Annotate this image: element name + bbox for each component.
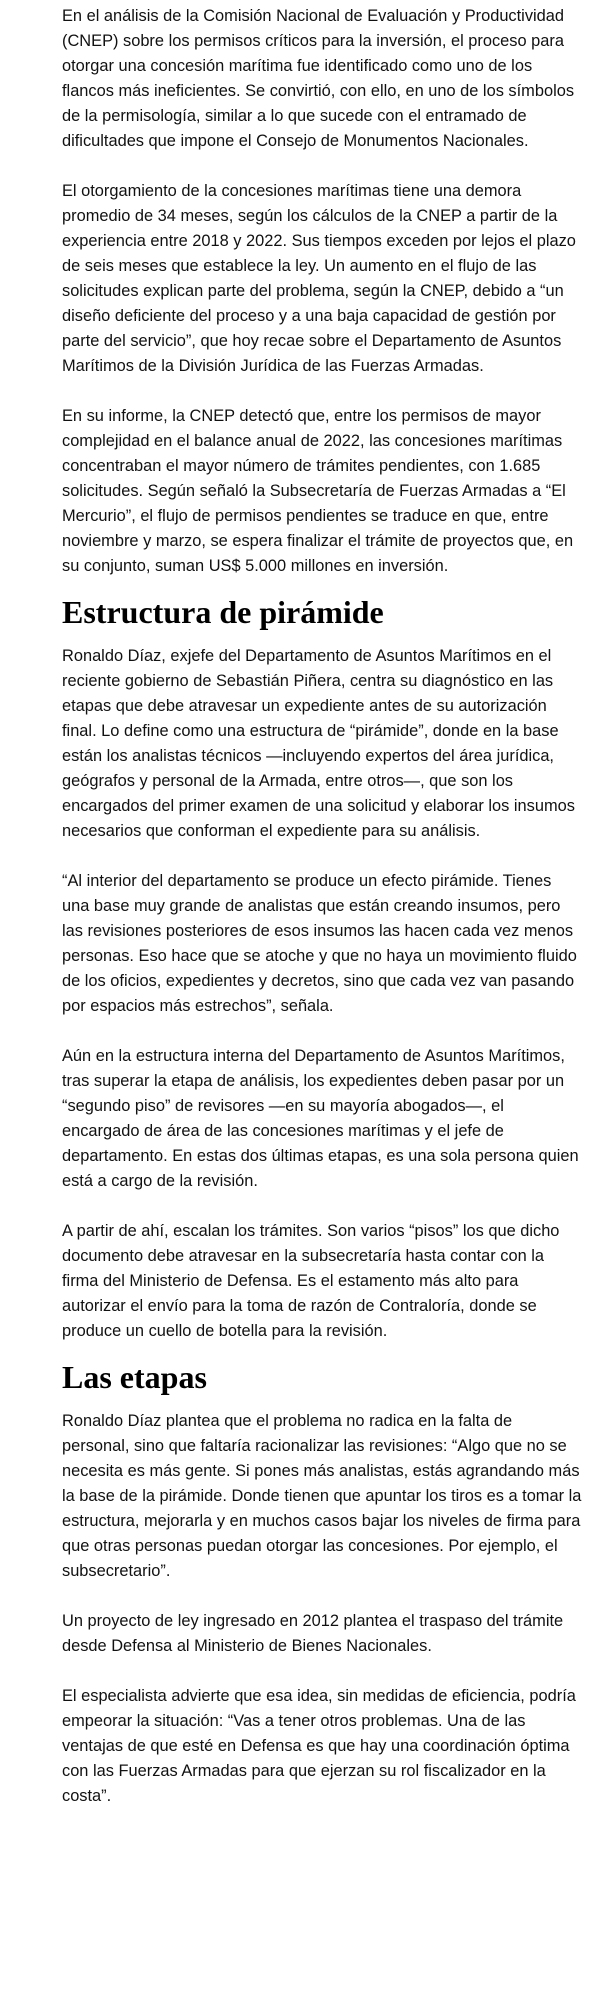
article-paragraph: “Al interior del departamento se produce un efecto pirámide. Tienes una base muy grande de analistas que están creando insumos, pero las revisiones posteriores de esos insumos las hacen cada vez menos personas. Eso hace que se atoche y que no haya un movimiento fluido de los oficios, expedientes y decretos, sino que cada vez van pasando por espacios más estrechos”, señala. — [62, 872, 577, 1015]
article-paragraph: Ronaldo Díaz, exjefe del Departamento de Asuntos Marítimos en el reciente gobierno de Sebastián Piñera, centra su diagnóstico en las etapas que debe atravesar un expediente antes de su autorización final. Lo define como una estructura de “pirámide”, donde en la base están los analistas técnicos —incluyendo expertos del área jurídica, geógrafos y personal de la Armada, entre otros—, que son los encargados del primer examen de una solicitud y elaborar los insumos necesarios que conforman el expediente para su análisis. — [62, 647, 575, 840]
section-heading-estructura: Estructura de pirámide — [62, 594, 384, 630]
article-paragraph: Ronaldo Díaz plantea que el problema no radica en la falta de personal, sino que faltaría racionalizar las revisiones: “Algo que no se necesita es más gente. Si pones más analistas, estás agrandando más la base de la pirámide. Donde tienen que apuntar los tiros es a tomar la estructura, mejorarla y en muchos casos bajar los niveles de firma para que otras personas puedan otorgar las concesiones. Por ejemplo, el subsecretario”. — [62, 1412, 582, 1580]
article-paragraph: A partir de ahí, escalan los trámites. Son varios “pisos” los que dicho documento debe atravesar en la subsecretaría hasta contar con la firma del Ministerio de Defensa. Es el estamento más alto para autorizar el envío para la toma de razón de Contraloría, donde se produce un cuello de botella para la revisión. — [62, 1222, 560, 1340]
article-paragraph: Un proyecto de ley ingresado en 2012 plantea el traspaso del trámite desde Defensa al Ministerio de Bienes Nacionales. — [62, 1612, 564, 1655]
article-paragraph: El otorgamiento de la concesiones marítimas tiene una demora promedio de 34 meses, según los cálculos de la CNEP a partir de la experiencia entre 2018 y 2022. Sus tiempos exceden por lejos el plazo de seis meses que establece la ley. Un aumento en el flujo de las solicitudes explican parte del problema, según la CNEP, debido a “un diseño deficiente del proceso y a una baja capacidad de gestión por parte del servicio”, que hoy recae sobre el Departamento de Asuntos Marítimos de la División Jurídica de las Fuerzas Armadas. — [62, 182, 576, 375]
section-heading-etapas: Las etapas — [62, 1359, 207, 1395]
article-paragraph: En el análisis de la Comisión Nacional de Evaluación y Productividad (CNEP) sobre los permisos críticos para la inversión, el proceso para otorgar una concesión marítima fue identificado como uno de los flancos más ineficientes. Se convirtió, con ello, en uno de los símbolos de la permisología, similar a lo que sucede con el entramado de dificultades que impone el Consejo de Monumentos Nacionales. — [62, 7, 575, 150]
article-paragraph: El especialista advierte que esa idea, sin medidas de eficiencia, podría empeorar la situación: “Vas a tener otros problemas. Una de las ventajas de que esté en Defensa es que hay una coordinación óptima con las Fuerzas Armadas para que ejerzan su rol fiscalizador en la costa”. — [62, 1687, 576, 1805]
article-paragraph: En su informe, la CNEP detectó que, entre los permisos de mayor complejidad en el balance anual de 2022, las concesiones marítimas concentraban el mayor número de trámites pendientes, con 1.685 solicitudes. Según señaló la Subsecretaría de Fuerzas Armadas a “El Mercurio”, el flujo de permisos pendientes se traduce en que, entre noviembre y marzo, se espera finalizar el trámite de proyectos que, en su conjunto, suman US$ 5.000 millones en inversión. — [62, 407, 574, 575]
article-paragraph: Aún en la estructura interna del Departamento de Asuntos Marítimos, tras superar la etapa de análisis, los expedientes deben pasar por un “segundo piso” de revisores —en su mayoría abogados—, el encargado de área de las concesiones marítimas y el jefe de departamento. En estas dos últimas etapas, es una sola persona quien está a cargo de la revisión. — [62, 1047, 579, 1190]
